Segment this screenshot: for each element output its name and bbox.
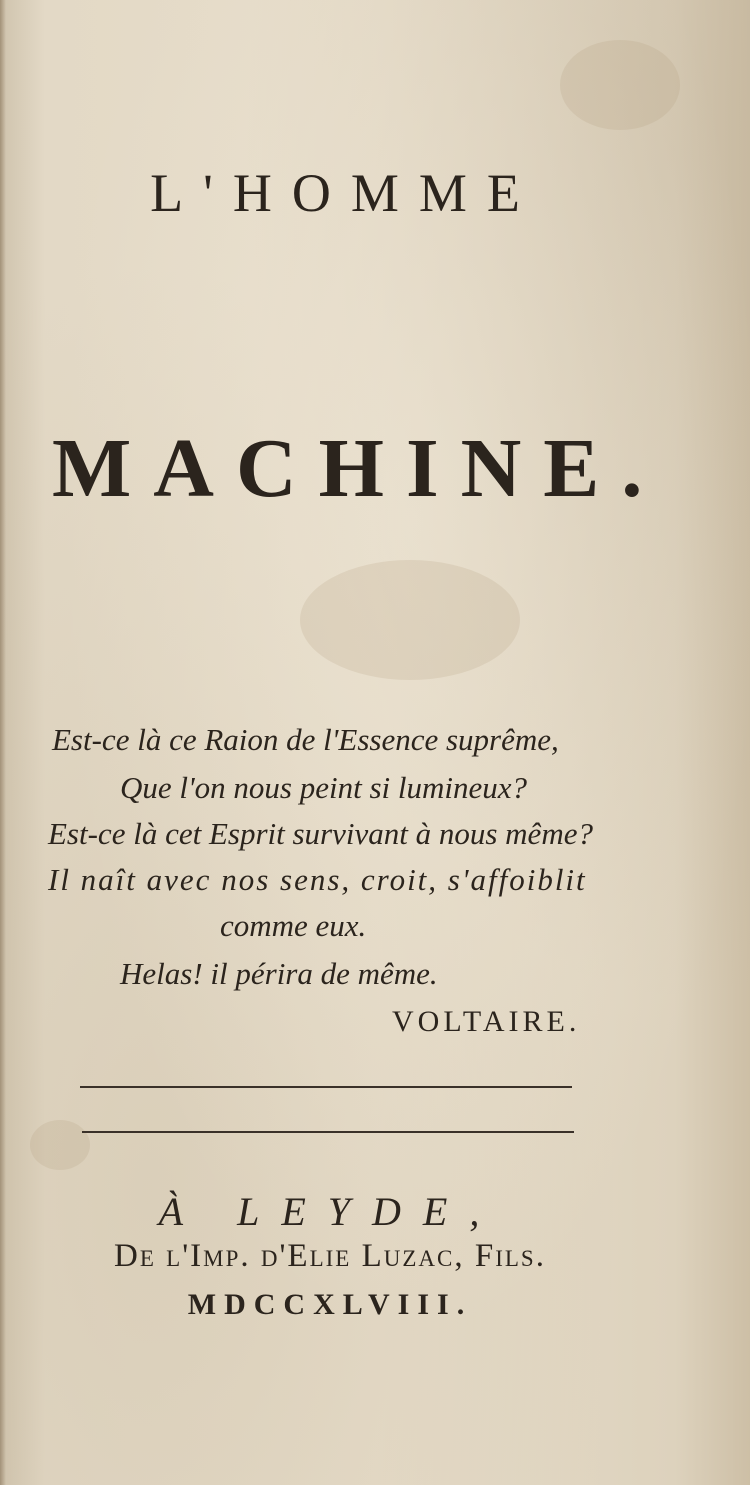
epigraph-attribution: VOLTAIRE.: [392, 1005, 581, 1038]
epigraph-line: Que l'on nous peint si lumineux?: [120, 770, 527, 805]
epigraph-line: comme eux.: [220, 908, 367, 943]
title-line-1: L'HOMME: [150, 163, 540, 223]
epigraph-line: Est-ce là cet Esprit survivant à nous même?: [48, 816, 593, 851]
paper-stain: [300, 560, 520, 680]
paper-stain: [30, 1120, 90, 1170]
title-line-2: MACHINE.: [52, 422, 665, 515]
imprint-place: À LEYDE,: [158, 1189, 502, 1234]
divider-rule: [80, 1086, 572, 1088]
epigraph-line: Est-ce là ce Raion de l'Essence suprême,: [52, 722, 559, 757]
epigraph-line: Helas! il périra de même.: [120, 956, 438, 991]
imprint-printer: De l'Imp. d'Elie Luzac, Fils.: [114, 1238, 546, 1274]
divider-rule: [82, 1131, 574, 1133]
paper-stain: [560, 40, 680, 130]
epigraph-line: Il naît avec nos sens, croit, s'affoiblit: [48, 862, 587, 897]
imprint-year: MDCCXLVIII.: [187, 1288, 473, 1321]
